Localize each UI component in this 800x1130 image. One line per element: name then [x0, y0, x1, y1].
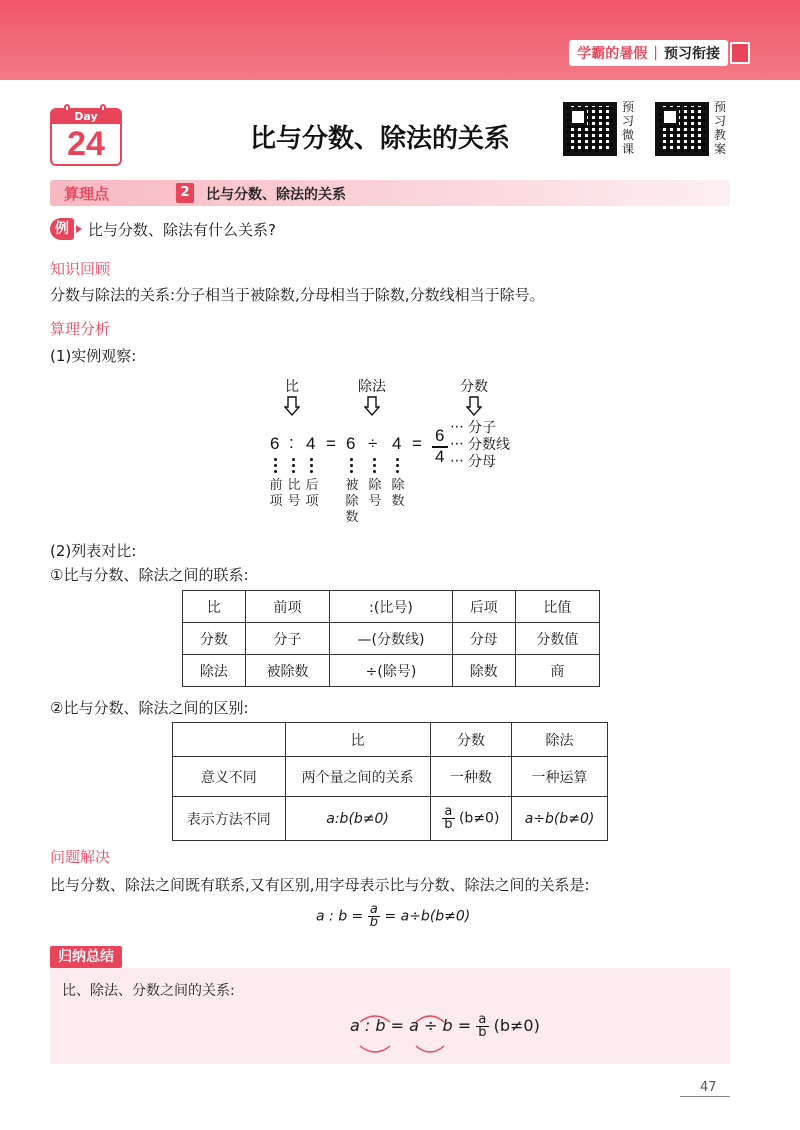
solution-heading: 问题解决: [50, 848, 111, 866]
table-cell: 分数: [183, 623, 246, 655]
arc-arrow: [360, 1046, 390, 1052]
table-cell: 被除数: [245, 655, 329, 687]
summary-tag: 归纳总结: [50, 946, 122, 968]
note-dividend: 被除数: [345, 478, 359, 525]
analysis-heading: 算理分析: [50, 320, 111, 338]
page-title: 比与分数、除法的关系: [249, 124, 510, 154]
ratio-front: 6: [270, 434, 280, 453]
table-cell: 后项: [452, 591, 515, 623]
fraction-num: 6: [435, 426, 445, 445]
table-row: [173, 723, 608, 757]
dotted-connector: [350, 458, 353, 476]
note-front-term: 前项: [269, 478, 283, 509]
triangle-icon: [76, 225, 82, 233]
dotted-connector: [396, 458, 399, 476]
section-number: 2: [176, 183, 194, 203]
table-cell: 比: [183, 591, 246, 623]
page-number-rule: [680, 1096, 730, 1097]
table1-title: ①比与分数、除法之间的联系:: [50, 566, 249, 584]
relation-table: [182, 590, 600, 687]
knowledge-text: 分数与除法的关系:分子相当于被除数,分母相当于除数,分数线相当于除号。: [50, 286, 545, 304]
fraction-den: b: [444, 817, 453, 832]
table-row: [183, 655, 600, 687]
div-sign: ÷: [368, 434, 378, 453]
ratio-back: 4: [306, 434, 316, 453]
step1-label: (1)实例观察:: [50, 347, 137, 365]
table-row: [183, 591, 600, 623]
fraction-condition: (b≠0): [458, 810, 500, 827]
table-cell: ÷(除号): [330, 655, 453, 687]
note-numerator: 分子: [468, 420, 496, 436]
step2-label: (2)列表对比:: [50, 542, 137, 560]
day-badge: [50, 108, 122, 166]
div-divisor: 4: [392, 434, 402, 453]
table-cell: 一种运算: [512, 757, 608, 797]
fraction: [476, 1014, 488, 1039]
qr-label: 预习教案: [714, 100, 727, 156]
fraction-den: 4: [435, 447, 445, 466]
table-cell: 比值: [515, 591, 599, 623]
label-division: 除法: [358, 379, 386, 395]
ellipsis: ⋯: [450, 436, 464, 452]
table-cell: 分数值: [515, 623, 599, 655]
table-cell: 表示方法不同: [173, 797, 286, 841]
example-diagram: [50, 370, 750, 530]
note-denominator: 分母: [468, 454, 496, 470]
summary-formula: [350, 1014, 540, 1039]
day-number: 24: [67, 125, 105, 163]
series-tag: [569, 40, 728, 66]
fraction-num: a: [442, 806, 454, 819]
table2-title: ②比与分数、除法之间的区别:: [50, 699, 249, 717]
section-title: 比与分数、除法的关系: [206, 187, 346, 203]
series-separator: |: [653, 45, 658, 61]
series-name: 学霸的暑假: [577, 46, 648, 62]
div-dividend: 6: [346, 434, 356, 453]
day-label: Day: [52, 110, 120, 124]
solution-text: 比与分数、除法之间既有联系,又有区别,用字母表示比与分数、除法之间的关系是:: [50, 876, 590, 894]
series-subtitle: 预习衔接: [664, 46, 720, 62]
down-arrow-icon: [364, 396, 380, 416]
section-label: 算理点: [64, 185, 110, 203]
label-fraction: 分数: [460, 379, 488, 395]
book-icon: [730, 42, 750, 64]
ratio-sign: :: [289, 433, 294, 452]
qr-code-icon[interactable]: [563, 102, 617, 156]
table-cell: 除法: [512, 723, 608, 757]
equals-sign: =: [326, 434, 336, 453]
example-tag: 例: [50, 218, 74, 240]
dotted-connector: [292, 458, 295, 476]
equals-sign: =: [412, 434, 422, 453]
table-cell: —(分数线): [330, 623, 453, 655]
table-cell: 比: [285, 723, 430, 757]
table-cell: [430, 797, 511, 841]
table-cell: a÷b(b≠0): [512, 797, 608, 841]
note-div-sign: 除号: [368, 478, 382, 509]
table-cell: 除数: [452, 655, 515, 687]
table-cell: 一种数: [430, 757, 511, 797]
summary-text: 比、除法、分数之间的关系:: [62, 983, 235, 999]
dotted-connector: [310, 458, 313, 476]
fraction-den: b: [369, 915, 378, 930]
formula-left: a : b =: [316, 908, 364, 925]
table-cell: 两个量之间的关系: [285, 757, 430, 797]
example-question: 比与分数、除法有什么关系?: [88, 221, 276, 239]
page-number: 47: [700, 1080, 717, 1095]
dotted-connector: [373, 458, 376, 476]
table-cell: 分子: [245, 623, 329, 655]
difference-table: [172, 722, 608, 841]
fraction-num: a: [368, 904, 380, 917]
qr-label: 预习微课: [622, 100, 635, 156]
fraction-den: b: [478, 1025, 487, 1040]
dotted-connector: [274, 458, 277, 476]
down-arrow-icon: [284, 396, 300, 416]
solution-formula: [316, 904, 470, 929]
formula-right: = a÷b(b≠0): [384, 908, 471, 925]
table-cell: :(比号): [330, 591, 453, 623]
table-cell: 商: [515, 655, 599, 687]
fraction: [368, 904, 380, 929]
table-cell: 除法: [183, 655, 246, 687]
ellipsis: ⋯: [450, 419, 464, 435]
table-cell: 意义不同: [173, 757, 286, 797]
summary-box: [50, 968, 730, 1064]
table-cell: 分母: [452, 623, 515, 655]
table-row: [173, 797, 608, 841]
note-ratio-sign: 比号: [287, 478, 301, 509]
table-cell: 分数: [430, 723, 511, 757]
section-bar: [50, 180, 730, 206]
ellipsis: ⋯: [450, 453, 464, 469]
table-cell: [173, 723, 286, 757]
arc-arrow: [416, 1046, 444, 1052]
fraction: [442, 806, 454, 831]
note-fraction-line: 分数线: [468, 437, 510, 453]
fraction-num: a: [476, 1014, 488, 1027]
table-row: [173, 757, 608, 797]
note-divisor: 除数: [391, 478, 405, 509]
label-ratio: 比: [285, 379, 299, 395]
formula-right: (b≠0): [493, 1016, 540, 1035]
qr-code-icon[interactable]: [655, 102, 709, 156]
table-cell: 前项: [245, 591, 329, 623]
formula-left: a : b = a ÷ b =: [350, 1016, 472, 1035]
down-arrow-icon: [466, 396, 482, 416]
knowledge-heading: 知识回顾: [50, 260, 111, 278]
table-row: [183, 623, 600, 655]
table-cell: a:b(b≠0): [285, 797, 430, 841]
note-back-term: 后项: [305, 478, 319, 509]
